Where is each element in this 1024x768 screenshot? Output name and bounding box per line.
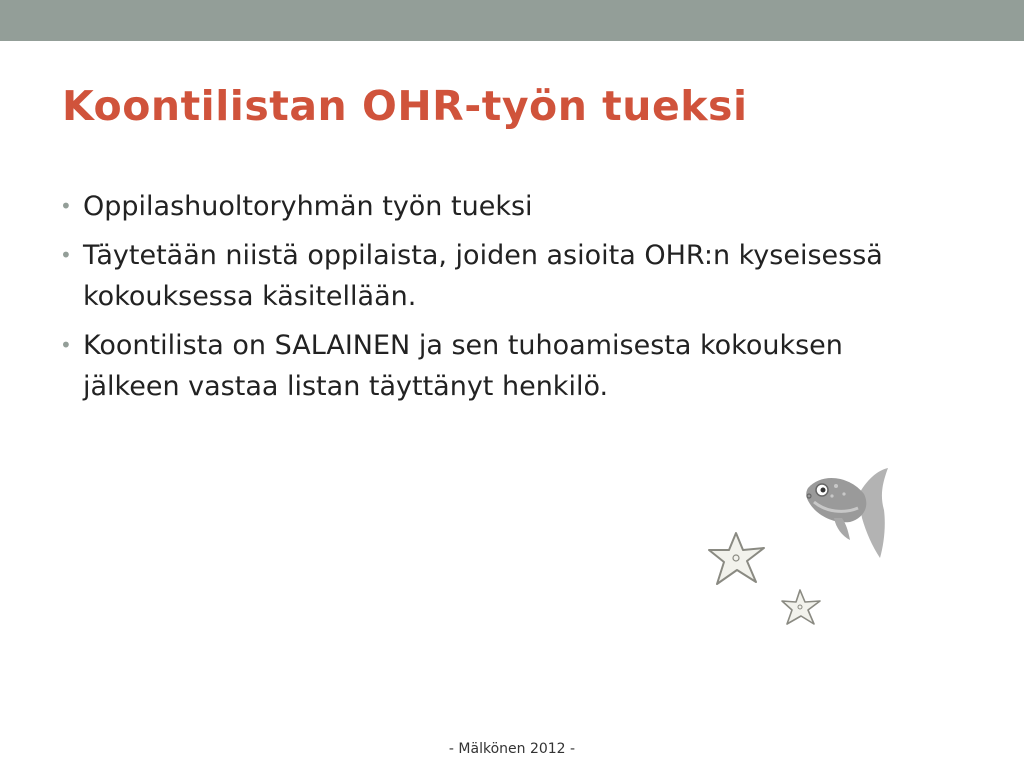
bullet-item [58,235,908,317]
starfish-icon [706,530,768,588]
bullet-dot-icon: • [60,243,72,267]
bullet-dot-icon: • [60,333,72,357]
bullet-text: Oppilashuoltoryhmän työn tueksi [83,191,533,222]
slide-title: Koontilistan OHR-työn tueksi [62,82,748,130]
bullet-item [58,186,908,227]
starfish-icon [780,588,822,626]
bullet-list [58,186,908,415]
slide-footer: - Mälkönen 2012 - [448,741,576,757]
bullet-item [58,325,908,407]
fish-icon [800,466,892,562]
bullet-dot-icon: • [60,194,72,218]
top-bar [0,0,1024,41]
bullet-text: Täytetään niistä oppilaista, joiden asioita OHR:n kyseisessä kokouksessa käsitellään. [83,240,883,312]
bullet-text: Koontilista on SALAINEN ja sen tuhoamisesta kokouksen jälkeen vastaa listan täyttänyt henkilö. [83,330,843,402]
